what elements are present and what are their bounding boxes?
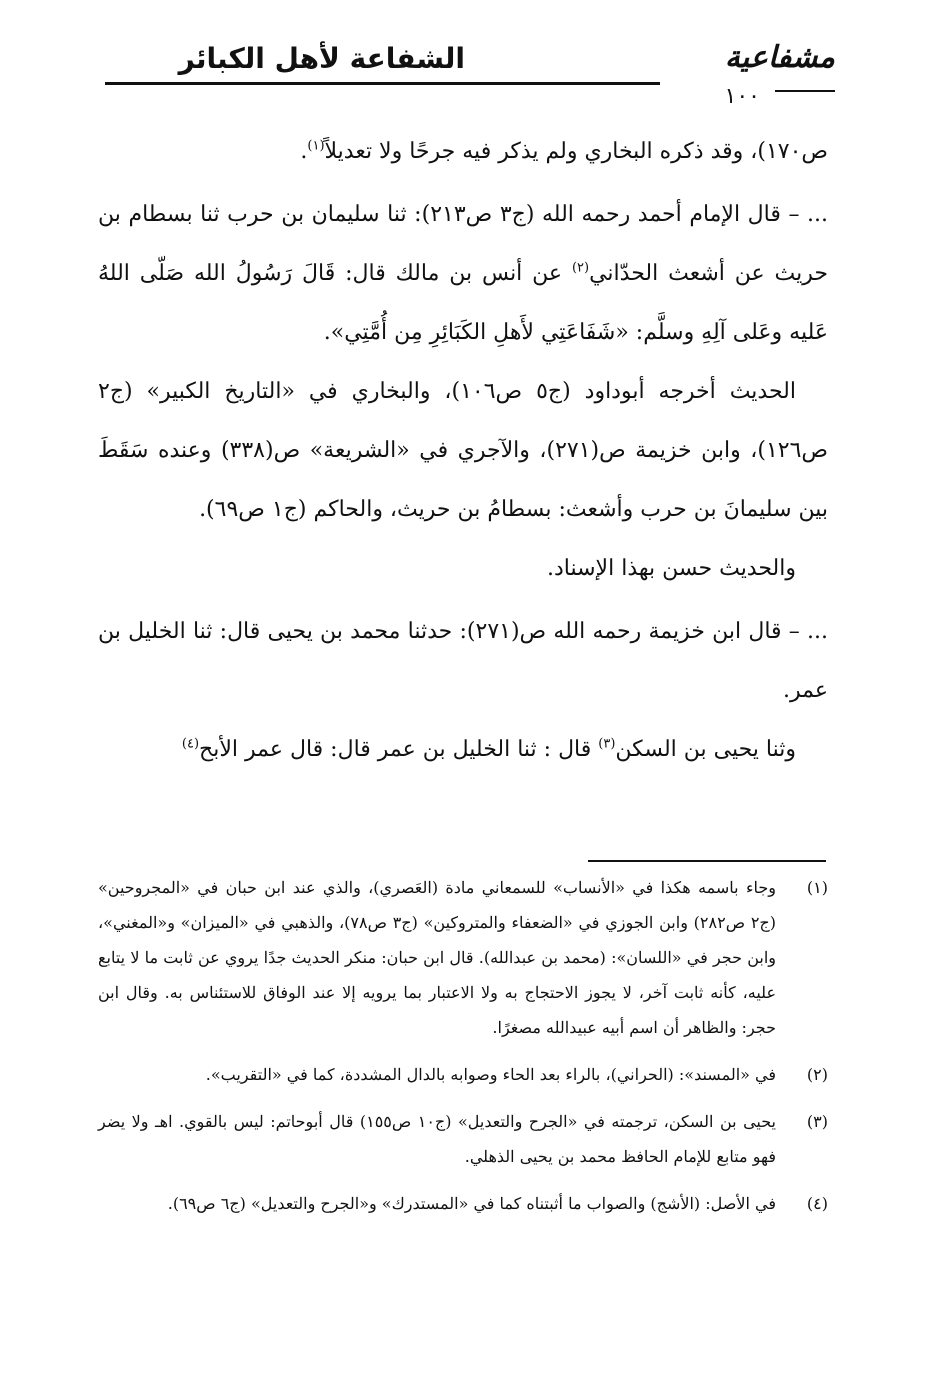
footnote-3 <box>98 1104 828 1174</box>
footnote-4 <box>98 1186 828 1221</box>
footnote-4-text: في الأصل: (الأشج) والصواب ما أثبتناه كما في «المستدرك» و«الجرح والتعديل» (ج٦ ص٦٩). <box>167 1194 776 1213</box>
running-title: الشفاعة لأهل الكبائر <box>178 42 465 75</box>
footnote-mark-2: (٢) <box>571 260 590 276</box>
header-emblem-calligraphy: مشفاعية <box>724 40 835 75</box>
footnotes <box>98 870 828 1233</box>
paragraph-5: ... – قال ابن خزيمة رحمه الله ص(٢٧١): حدثنا محمد بن يحيى قال: ثنا الخليل بن عمر. <box>98 619 829 703</box>
paragraph-2 <box>98 185 828 362</box>
footnote-2-text: في «المسند»: (الحراني)، بالراء بعد الحاء وصوابه بالدال المشددة، كما في «التقريب». <box>205 1065 776 1084</box>
paragraph-1-text: ص١٧٠)، وقد ذكره البخاري ولم يذكر فيه جرحًا ولا تعديلاً <box>324 139 828 164</box>
paragraph-6-text-b: قال : ثنا الخليل بن عمر قال: قال عمر الأبح <box>199 737 599 762</box>
footnote-3-text: يحيى بن السكن، ترجمته في «الجرح والتعديل» (ج١٠ ص١٥٥) قال أبوحاتم: ليس بالقوي. اهـ ولا يضر فهو متابع للإمام الحافظ محمد بن يحيى الذهلي. <box>98 1112 777 1166</box>
footnote-4-number: (٤) <box>806 1194 828 1213</box>
footnote-1 <box>98 870 828 1045</box>
footnote-mark-4: (٤) <box>181 736 200 752</box>
header-rule-short <box>775 90 835 92</box>
page-header <box>95 36 835 116</box>
footnote-separator <box>588 860 826 862</box>
footnote-1-number: (١) <box>806 878 828 897</box>
header-rule <box>105 82 660 85</box>
paragraph-2-text-b: عن أنس بن مالك قال: قَالَ رَسُولُ الله صَلّى اللهُ عَليه وعَلى آلِهِ وسلَّم: «شَفَاعَتِي لأَهلِ الكَبَائِرِ مِن أُمَّتِي». <box>98 261 828 345</box>
paragraph-6 <box>98 720 828 779</box>
paragraph-1 <box>98 122 828 181</box>
footnote-mark-3: (٣) <box>598 736 616 752</box>
footnote-2-number: (٢) <box>806 1065 828 1084</box>
paragraph-3: الحديث أخرجه أبوداود (ج٥ ص١٠٦)، والبخاري في «التاريخ الكبير» (ج٢ ص١٢٦)، وابن خزيمة ص(٢٧١)، والآجري في «الشريعة» ص(٣٣٨) وعنده سَقَطَ بين سليمانَ بن حرب وأشعث: بسطامُ بن حريث، والحاكم (ج١ ص٦٩). <box>98 379 829 522</box>
paragraph-2-text-a: ... – قال الإمام أحمد رحمه الله (ج٣ ص٢١٣): ثنا سليمان بن حرب ثنا بسطام بن حريث عن أشعث الحدّاني <box>98 202 828 286</box>
page-number: ١٠٠ <box>724 84 760 109</box>
footnote-1-text: وجاء باسمه هكذا في «الأنساب» للسمعاني مادة (العَصري)، والذي عند ابن حبان في «المجروحين» (ج٢ ص٢٨٢) وابن الجوزي في «الضعفاء والمتروكين» (ج٣ ص٧٨)، والذهبي في «الميزان» و«المغني»، وابن حجر في «اللسان»: (محمد بن عبدالله). قال ابن حبان: منكر الحديث جدًا يروي عن ثابت ما لا يتابع عليه، كأنه ثابت آخر، لا يجوز الاحتجاج به ولا الاعتبار بما يرويه إلا عند الوفاق للاستئناس به. وقال ابن حجر: والظاهر أن اسم أبيه عبيدالله مصغرًا. <box>98 878 776 1037</box>
footnote-3-number: (٣) <box>806 1112 828 1131</box>
paragraph-6-text-a: وثنا يحيى بن السكن <box>615 737 796 762</box>
paragraph-1-end: . <box>300 139 308 164</box>
paragraph-4: والحديث حسن بهذا الإسناد. <box>546 556 796 581</box>
footnote-mark-1: (١) <box>307 138 325 154</box>
footnote-2 <box>98 1057 828 1092</box>
main-text <box>98 122 828 779</box>
